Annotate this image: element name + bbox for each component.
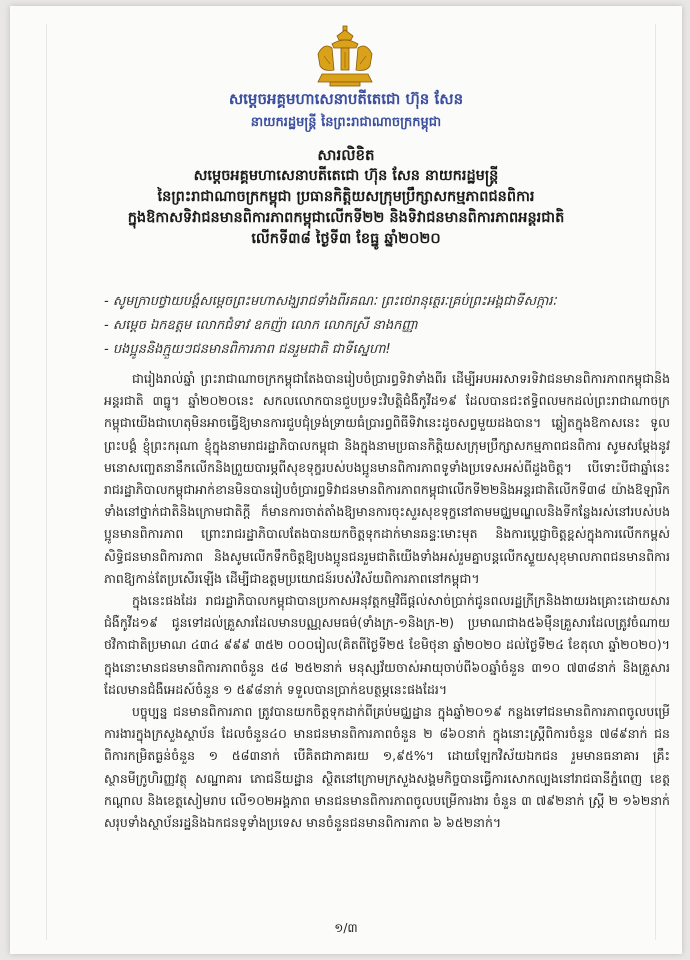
title-line: សម្តេចអគ្គមហាសេនាបតីតេជោ ហ៊ុន សែន នាយករដ្ឋមន្ត្រី (193, 168, 499, 184)
sender-name: សម្តេចអគ្គមហាសេនាបតីតេជោ ហ៊ុន សែន (228, 90, 464, 108)
body-paragraph: ក្នុងនេះផងដែរ រាជរដ្ឋាភិបាលកម្ពុជាបានប្រកាសអនុវត្តកម្មវិធីផ្តល់សាច់ប្រាក់ជូនពលរដ្ឋក្រីក្រនិងងាយរងគ្រោះដោយសារជំងឺកូវីដ១៩ ជូនទៅដល់គ្រួសារដែលមានបណ្ណសមធម៌(ទាំងក្រ-១និងក្រ-២) ប្រមាណជាង៥៦ម៉ឺនគ្រួសារដែលត្រូវចំណាយថវិកាជាតិប្រមាណ ៤៣៤ ៩៩៩ ៣៥២ ០០០រៀល(គិតពីថ្ងៃទី២៥ ខែមិថុនា ឆ្នាំ២០២០ ដល់ថ្ងៃទី២៤ ខែតុលា ឆ្នាំ២០២០)។ ក្នុងនោះមានជនមានពិការភាពចំនួន ៥៨ ២៥២នាក់ មនុស្សវ័យចាស់អាយុចាប់ពី៦០ឆ្នាំចំនួន ៣១០ ៧៣៨នាក់ និងគ្រួសារដែលមានជំងឺអេដស៍ចំនួន ១ ៥៩៨នាក់ ទទួលបានប្រាក់ឧបត្ថម្ភនេះផងដែរ។ (104, 593, 670, 697)
title-line: លើកទី៣៨ ថ្ងៃទី៣ ខែធ្នូ ឆ្នាំ២០២០ (251, 231, 441, 247)
page-number: ១/៣ (334, 921, 358, 935)
salutation-list (104, 290, 664, 362)
title-line: នៃព្រះរាជាណាចក្រកម្ពុជា ប្រធានកិត្តិយសក្រុមប្រឹក្សាសកម្មភាពជនពិការ (157, 189, 535, 205)
letter-body (104, 368, 670, 834)
title-lines (30, 166, 662, 250)
title-line: ក្នុងឱកាសទិវាជនមានពិការភាពកម្ពុជាលើកទី២២ និងទិវាជនមានពិការភាពអន្តរជាតិ (127, 210, 565, 226)
body-paragraph: ជារៀងរាល់ឆ្នាំ ព្រះរាជាណាចក្រកម្ពុជាតែងបានរៀបចំប្រារព្ធទិវាទាំងពីរ ដើម្បីអបអរសាទរទិវាជនមានពិការភាពកម្ពុជានិងអន្តរជាតិ ៣ធ្នូ។ ឆ្នាំ២០២០នេះ សកលលោកបានជួបប្រទះវិបត្តិជំងឺកូវីដ១៩ ដែលបានជះឥទ្ធិពលមកដល់ព្រះរាជាណាចក្រកម្ពុជាយើងជាហេតុមិនអាចធ្វើឱ្យមានការជួបជុំទ្រង់ទ្រាយធំប្រារព្ធពិធីទិវានេះដូចសព្វមួយដងបាន។ ឆ្លៀតក្នុងឱកាសនេះ ទូលព្រះបង្គំ ខ្ញុំព្រះករុណា ខ្ញុំក្នុងនាមរាជរដ្ឋាភិបាលកម្ពុជា និងក្នុងនាមប្រធានកិត្តិយសក្រុមប្រឹក្សាសកម្មភាពជនពិការ សូមសម្តែងនូវមនោសញ្ចេតនានឹកលើកនិងព្រួយបារម្ភពីសុខទុក្ខរបស់បងប្អូនមានពិការភាពទូទាំងប្រទេសអស់ពីដួងចិត្ត។ បើទោះបីជាឆ្នាំនេះ រាជរដ្ឋាភិបាលកម្ពុជាអាក់ខានមិនបានរៀបចំប្រារព្ធទិវាជនមានពិការភាពកម្ពុជាលើកទី២២និងអន្តរជាតិលើកទី៣៨ យ៉ាងឱឡារិកទាំងនៅថ្នាក់ជាតិនិងក្រោមជាតិក្តី ក៏មានការចាត់តាំងឱ្យមានការចុះសួរសុខទុក្ខនៅតាមមជ្ឈមណ្ឌលនិងទីកន្លែងរស់នៅរបស់បងប្អូនមានពិការភាព ព្រោះរាជរដ្ឋាភិបាលតែងបានយកចិត្តទុកដាក់មានឆន្ទៈមោះមុត និងការប្តេជ្ញាចិត្តខ្ពស់ក្នុងការលើកកម្ពស់សិទ្ធិជនមានពិការភាព និងសូមលើកទឹកចិត្តឱ្យបងប្អូនជនរួមជាតិយើងទាំងអស់រួមគ្នាបន្តលើកស្ទួយសុខុមាលភាពជនមានពិការភាពឱ្យកាន់តែប្រសើរឡើង ដើម្បីជាឧត្តមប្រយោជន៍របស់វិស័យពិការភាពនៅកម្ពុជា។ (104, 371, 670, 586)
salutation-item: - សម្តេច ឯកឧត្តម លោកជំទាវ ឧកញ៉ា លោក លោកស្រី នាងកញ្ញា (104, 318, 418, 333)
sender-role: នាយករដ្ឋមន្ត្រី នៃព្រះរាជាណាចក្រកម្ពុជា (250, 115, 442, 130)
body-paragraph: បច្ចុប្បន្ន ជនមានពិការភាព ត្រូវបានយកចិត្តទុកដាក់ពីគ្រប់មជ្ឈដ្ឋាន ក្នុងឆ្នាំ២០១៩ កន្លងទៅជនមានពិការភាពចូលបម្រើការងារក្នុងក្រសួងស្ថាប័ន ដែលចំនួន៤០ មានជនមានពិការភាពចំនួន ២ ៨៦០នាក់ ក្នុងនោះស្ត្រីពិការចំនួន ៧៨៩នាក់ ជនពិការកម្រិតធ្ងន់ចំនួន ១ ៥៨៣នាក់ បើគិតជាភាគរយ ១,៩៥%។ ដោយឡែកវិស័យឯកជន រួមមានធនាគារ គ្រឹះស្ថានមីក្រូហិរញ្ញវត្ថុ សណ្ឋាគារ ភោជនីយដ្ឋាន ស្ថិតនៅក្រោមក្រសួងសង្គមកិច្ចបានធ្វើការសោកល្បងនៅរាជធានីភ្នំពេញ ខេត្តកណ្តាល និងខេត្តសៀមរាប លើ១០២អង្គភាព មានជនមានពិការភាពចូលបម្រើការងារ ចំនួន ៣ ៧៩២នាក់ ស្ត្រី ២ ១៦២នាក់ សរុបទាំងស្ថាប័នរដ្ឋនិងឯកជនទូទាំងប្រទេស មានចំនួនជនមានពិការភាព ៦ ៦៥២នាក់។ (104, 704, 670, 831)
letter-sheet (10, 6, 682, 954)
salutation-item: - បងប្អូននិងក្មួយៗជនមានពិការភាព ជនរួមជាតិ ជាទីស្នេហា! (104, 342, 391, 357)
salutation-item: - សូមក្រាបថ្វាយបង្គំសម្តេចព្រះមហាសង្ឃរាជទាំងពីរគណៈ ព្រះថេរានុត្ថេរៈគ្រប់ព្រះអង្គជាទីសក្ការៈ (104, 294, 557, 309)
document-type: សារលិខិត (317, 146, 375, 164)
royal-arms-emblem-icon (310, 24, 380, 88)
